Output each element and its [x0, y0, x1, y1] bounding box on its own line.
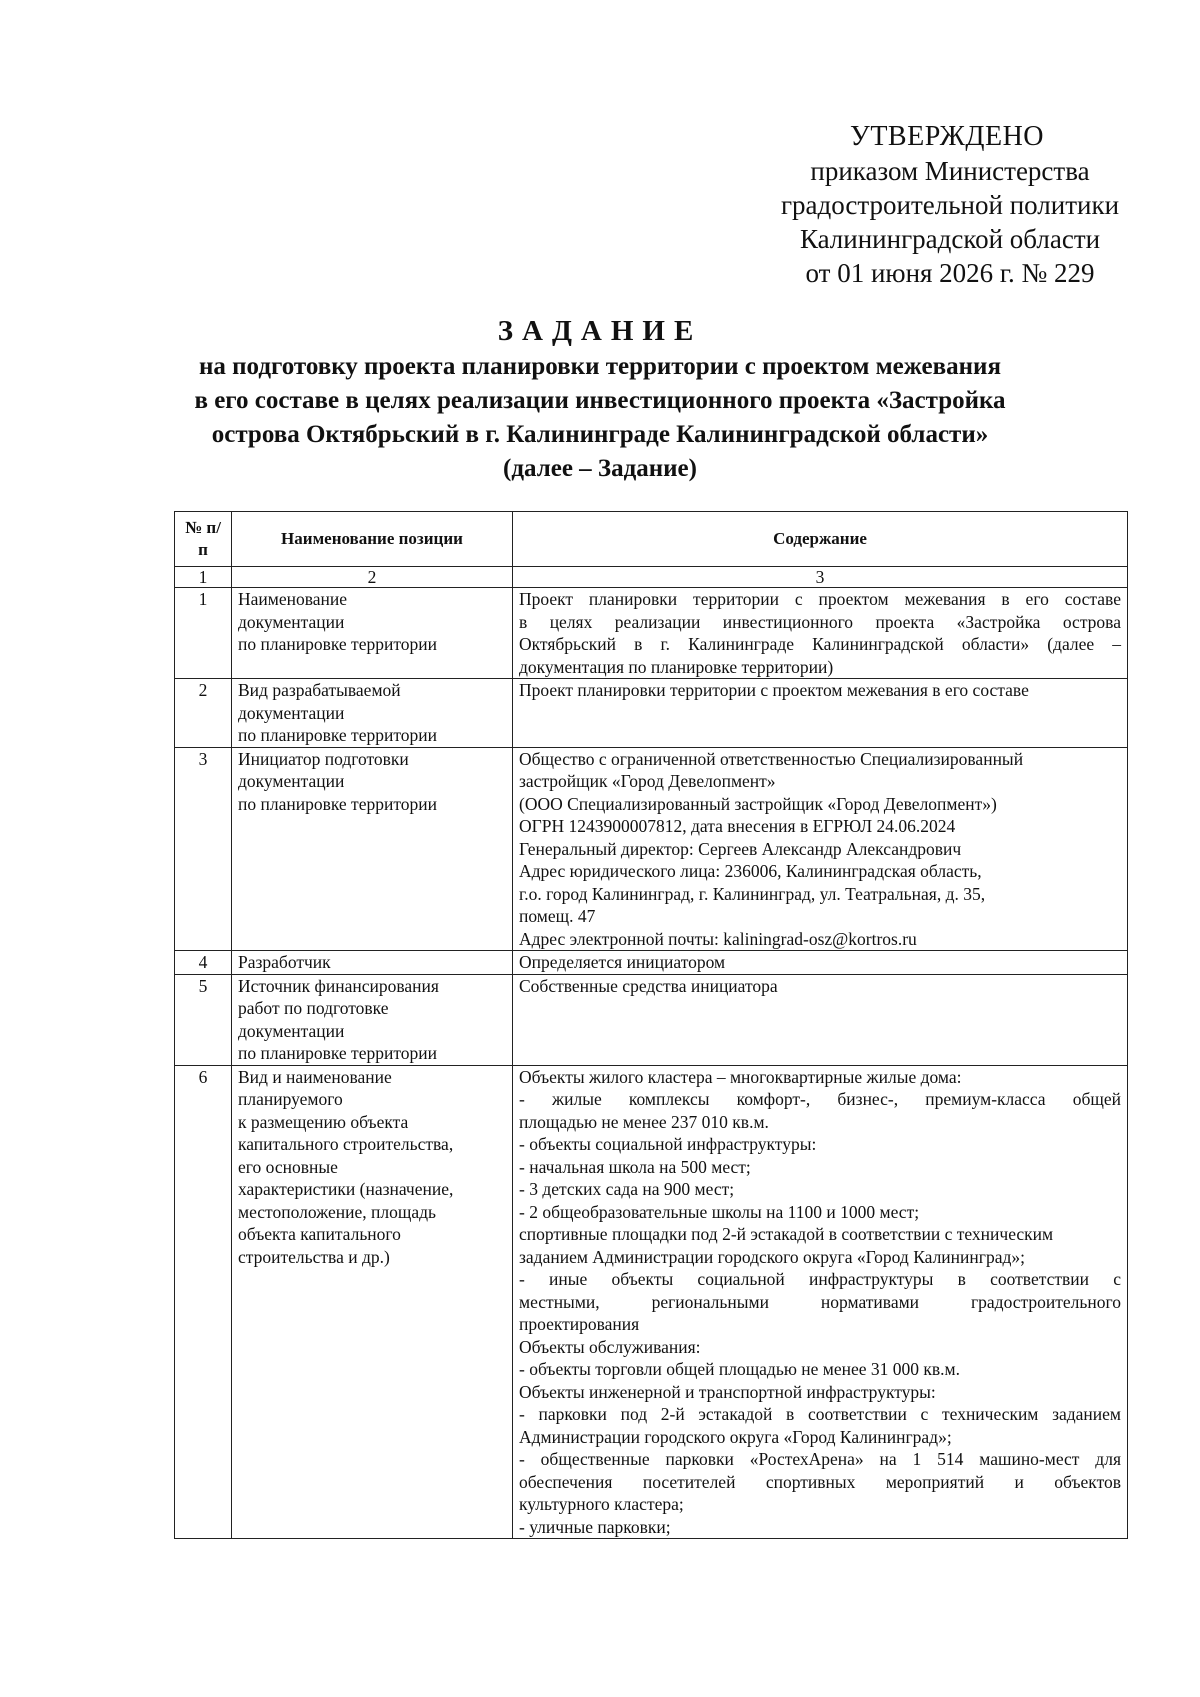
table-row — [175, 951, 1128, 975]
row-position-name — [232, 1065, 513, 1539]
content-line: культурного кластера; — [519, 1494, 684, 1514]
content-line: площадью не менее 237 010 кв.м. — [519, 1111, 769, 1132]
position-name-line: документации — [238, 702, 345, 723]
position-name-line: документации — [238, 1020, 345, 1041]
row-number: 4 — [175, 951, 232, 975]
content-line: Октябрьский в г. Калининграде Калининградской области» (далее – — [519, 634, 1121, 654]
position-name-line: по планировке территории — [238, 634, 437, 654]
position-name-line: местоположение, площадь — [238, 1201, 436, 1222]
content-line: в целях реализации инвестиционного проекта «Застройка острова — [519, 611, 1121, 632]
content-line: ОГРН 1243900007812, дата внесения в ЕГРЮЛ 24.06.2024 — [519, 816, 956, 836]
row-content — [513, 747, 1128, 951]
position-name-line: капитального строительства, — [238, 1134, 454, 1154]
content-line: Определяется инициатором — [519, 952, 726, 972]
position-name-line: Источник финансирования — [238, 975, 439, 996]
position-name-line: к размещению объекта — [238, 1111, 409, 1132]
task-table — [174, 511, 1128, 1539]
header-num: № п/п — [175, 512, 232, 567]
position-name-line: документации — [238, 771, 345, 791]
position-name-line: Вид разрабатываемой — [238, 680, 401, 700]
row-position-name — [232, 951, 513, 975]
document-subtitle-line: острова Октябрьский в г. Калининграде Калининградской области» — [211, 421, 989, 448]
row-content — [513, 588, 1128, 679]
position-name-line: планируемого — [238, 1089, 343, 1109]
content-line: местными, региональными нормативами градостроительного — [519, 1291, 1121, 1312]
content-line: Проект планировки территории с проектом межевания в его составе — [519, 589, 1121, 609]
header-name: Наименование позиции — [232, 512, 513, 567]
approval-line: от 01 июня 2026 г. № 229 — [805, 258, 1095, 288]
position-name-line: его основные — [238, 1156, 338, 1177]
content-line: Объекты обслуживания: — [519, 1336, 701, 1357]
content-line: - уличные парковки; — [519, 1516, 671, 1537]
content-line: - иные объекты социальной инфраструктуры в соответствии с — [519, 1269, 1121, 1289]
table-row — [175, 679, 1128, 748]
content-line: Объекты жилого кластера – многоквартирные жилые дома: — [519, 1066, 962, 1087]
content-line: - общественные парковки «РостехАрена» на 1 514 машино-мест для — [519, 1449, 1121, 1469]
content-line: заданием Администрации городского округа «Город Калининград»; — [519, 1246, 1025, 1267]
approval-title: УТВЕРЖДЕНО — [850, 121, 1045, 152]
position-name-line: строительства и др.) — [238, 1246, 390, 1267]
row-position-name — [232, 588, 513, 679]
table-header-row — [175, 512, 1128, 567]
position-name-line: по планировке территории — [238, 793, 437, 814]
content-line: Администрации городского округа «Город Калининград»; — [519, 1426, 952, 1447]
content-line: - объекты социальной инфраструктуры: — [519, 1134, 817, 1154]
header-content: Содержание — [513, 512, 1128, 567]
row-position-name — [232, 747, 513, 951]
row-content — [513, 1065, 1128, 1539]
document-subtitle-line: на подготовку проекта планировки территории с проектом межевания — [198, 353, 1001, 380]
position-name-line: работ по подготовке — [238, 998, 389, 1018]
column-number: 2 — [232, 567, 513, 588]
content-line: Общество с ограниченной ответственностью Специализированный — [519, 748, 1024, 769]
approval-line: градостроительной политики — [780, 190, 1120, 220]
position-name-line: объекта капитального — [238, 1224, 401, 1244]
content-line: - 2 общеобразовательные школы на 1100 и 1000 мест; — [519, 1201, 920, 1222]
position-name-line: Разработчик — [238, 952, 331, 972]
row-number: 3 — [175, 747, 232, 951]
content-line: - жилые комплексы комфорт-, бизнес-, премиум-класса общей — [519, 1089, 1121, 1109]
row-content — [513, 679, 1128, 748]
row-number: 2 — [175, 679, 232, 748]
approval-line: Калининградской области — [799, 224, 1101, 254]
content-line: (ООО Специализированный застройщик «Город Девелопмент») — [519, 793, 997, 814]
table-row — [175, 588, 1128, 679]
content-line: - начальная школа на 500 мест; — [519, 1156, 751, 1177]
approval-stamp — [700, 120, 1200, 290]
document-title-block — [150, 314, 1050, 486]
row-position-name — [232, 974, 513, 1065]
row-position-name — [232, 679, 513, 748]
row-number: 5 — [175, 974, 232, 1065]
table-row — [175, 747, 1128, 951]
content-line: - объекты торговли общей площадью не менее 31 000 кв.м. — [519, 1359, 960, 1379]
content-line: - 3 детских сада на 900 мест; — [519, 1179, 735, 1199]
position-name-line: Инициатор подготовки — [238, 748, 409, 769]
content-line: документация по планировке территории) — [519, 656, 834, 677]
row-content — [513, 974, 1128, 1065]
table-row — [175, 974, 1128, 1065]
content-line: Адрес юридического лица: 236006, Калининградская область, — [519, 861, 982, 881]
content-line: спортивные площадки под 2-й эстакадой в соответствии с техническим — [519, 1224, 1054, 1244]
column-number: 1 — [175, 567, 232, 588]
row-number: 6 — [175, 1065, 232, 1539]
content-line: застройщик «Город Девелопмент» — [519, 771, 776, 791]
content-line: Проект планировки территории с проектом межевания в его составе — [519, 680, 1029, 700]
document-title: ЗАДАНИЕ — [497, 315, 703, 347]
position-name-line: по планировке территории — [238, 725, 437, 745]
content-line: обеспечения посетителей спортивных мероприятий и объектов — [519, 1471, 1121, 1492]
content-line: - парковки под 2-й эстакадой в соответствии с техническим заданием — [519, 1404, 1121, 1424]
position-name-line: характеристики (назначение, — [238, 1179, 454, 1199]
position-name-line: Вид и наименование — [238, 1066, 392, 1087]
content-line: проектирования — [519, 1314, 640, 1334]
position-name-line: Наименование — [238, 589, 348, 609]
content-line: г.о. город Калининград, г. Калининград, ул. Театральная, д. 35, — [519, 883, 986, 904]
content-line: Объекты инженерной и транспортной инфраструктуры: — [519, 1381, 936, 1402]
row-number: 1 — [175, 588, 232, 679]
position-name-line: документации — [238, 611, 345, 632]
table-row — [175, 1065, 1128, 1539]
position-name-line: по планировке территории — [238, 1043, 437, 1063]
document-subtitle-line: (далее – Задание) — [503, 455, 697, 482]
content-line: Адрес электронной почты: kaliningrad-osz@kortros.ru — [519, 928, 917, 949]
approval-line: приказом Министерства — [810, 156, 1090, 186]
document-subtitle-line: в его составе в целях реализации инвестиционного проекта «Застройка — [194, 387, 1006, 414]
content-line: помещ. 47 — [519, 906, 596, 926]
content-line: Генеральный директор: Сергеев Александр Александрович — [519, 838, 962, 859]
column-number: 3 — [513, 567, 1128, 588]
content-line: Собственные средства инициатора — [519, 975, 778, 996]
column-number-row — [175, 567, 1128, 588]
row-content — [513, 951, 1128, 975]
